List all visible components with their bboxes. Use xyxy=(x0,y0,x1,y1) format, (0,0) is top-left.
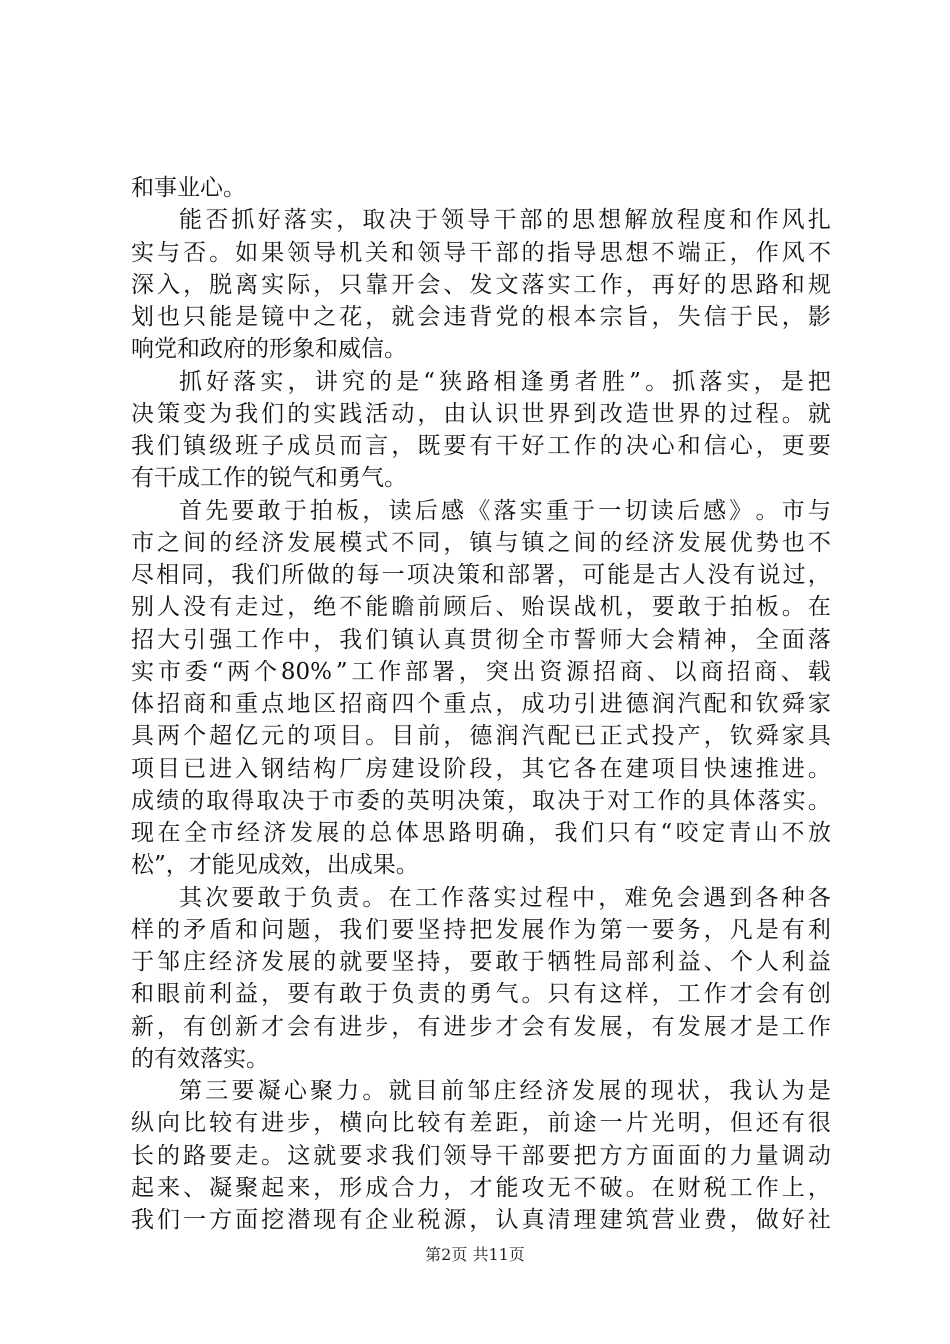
text-line: 尽 相 同 ， 我 们 所 做 的 每 一 项 决 策 和 部 署 ， 可 能 是 古 人 没 有 说 过 ， xyxy=(131,562,831,588)
text-line: 和 眼 前 利 益 ， 要 有 敢 于 负 责 的 勇 气 。 只 有 这 样 ， 工 作 才 会 有 创 xyxy=(131,981,831,1008)
text-line: 市 之 间 的 经 济 发 展 模 式 不 同 ， 镇 与 镇 之 间 的 经 济 发 展 优 势 也 不 xyxy=(131,529,831,556)
text-line: 于 邹 庄 经 济 发 展 的 就 要 坚 持 ， 要 敢 于 牺 牲 局 部 利 益 、 个 人 利 益 xyxy=(131,949,831,975)
document-body xyxy=(131,172,831,1236)
text-line: 别 人 没 有 走 过 ， 绝 不 能 瞻 前 顾 后 、 贻 误 战 机 ， 要 敢 于 拍 板 。 在 xyxy=(131,594,831,621)
text-line: 其 次 要 敢 于 负 责 。 在 工 作 落 实 过 程 中 ， 难 免 会 遇 到 各 种 各 xyxy=(179,884,831,911)
text-line: 现 在 全 市 经 济 发 展 的 总 体 思 路 明 确 ， 我 们 只 有 “ 咬 定 青 山 不 放 xyxy=(131,820,831,846)
text-line: 纵 向 比 较 有 进 步 ， 横 向 比 较 有 差 距 ， 前 途 一 片 光 明 ， 但 还 有 很 xyxy=(131,1110,831,1137)
text-line: 第 三 要 凝 心 聚 力 。 就 目 前 邹 庄 经 济 发 展 的 现 状 ， 我 认 为 是 xyxy=(179,1078,831,1104)
text-line: 实 与 否 。 如 果 领 导 机 关 和 领 导 干 部 的 指 导 思 想 不 端 正 ， 作 风 不 xyxy=(131,239,831,266)
text-line: 抓 好 落 实 ， 讲 究 的 是 “ 狭 路 相 逢 勇 者 胜 ” 。 抓 落 实 ， 是 把 xyxy=(179,368,831,395)
text-line: 新 ， 有 创 新 才 会 有 进 步 ， 有 进 步 才 会 有 发 展 ， 有 发 展 才 是 工 作 xyxy=(131,1013,831,1040)
text-line: 松”，才能见成效，出成果。 xyxy=(131,852,419,879)
text-line: 划 也 只 能 是 镜 中 之 花 ， 就 会 违 背 党 的 根 本 宗 旨 ， 失 信 于 民 ， 影 xyxy=(131,304,831,330)
text-line: 成 绩 的 取 得 取 决 于 市 委 的 英 明 决 策 ， 取 决 于 对 工 作 的 具 体 落 实 。 xyxy=(131,787,831,814)
text-line: 和事业心。 xyxy=(131,175,246,201)
text-line: 实 市 委 “ 两 个 80% ” 工 作 部 署 ， 突 出 资 源 招 商 、 以 商 招 商 、 载 xyxy=(131,658,831,685)
text-line: 的有效落实。 xyxy=(131,1045,269,1072)
text-line: 样 的 矛 盾 和 问 题 ， 我 们 要 坚 持 把 发 展 作 为 第 一 要 务 ， 凡 是 有 利 xyxy=(131,916,831,943)
page-footer: 第2页 共11页 xyxy=(425,1245,525,1264)
text-line: 决 策 变 为 我 们 的 实 践 活 动 ， 由 认 识 世 界 到 改 造 世 界 的 过 程 。 就 xyxy=(131,400,831,427)
text-line: 起 来 、 凝 聚 起 来 ， 形 成 合 力 ， 才 能 攻 无 不 破 。 在 财 税 工 作 上 ， xyxy=(131,1174,831,1201)
text-line: 能 否 抓 好 落 实 ， 取 决 于 领 导 干 部 的 思 想 解 放 程 度 和 作 风 扎 xyxy=(179,207,831,234)
text-line: 响党和政府的形象和威信。 xyxy=(131,336,407,363)
text-line: 长 的 路 要 走 。 这 就 要 求 我 们 领 导 干 部 要 把 方 方 面 面 的 力 量 调 动 xyxy=(131,1142,831,1169)
text-line: 有干成工作的锐气和勇气。 xyxy=(131,465,407,492)
text-line: 深 入 ， 脱 离 实 际 ， 只 靠 开 会 、 发 文 落 实 工 作 ， 再 好 的 思 路 和 规 xyxy=(131,271,831,298)
text-line: 具 两 个 超 亿 元 的 项 目 。 目 前 ， 德 润 汽 配 已 正 式 投 产 ， 钦 舜 家 具 xyxy=(131,723,831,750)
text-line: 首 先 要 敢 于 拍 板 ， 读 后 感 《 落 实 重 于 一 切 读 后 感 》 。 市 与 xyxy=(179,497,831,524)
text-line: 我 们 一 方 面 挖 潜 现 有 企 业 税 源 ， 认 真 清 理 建 筑 营 业 费 ， 做 好 社 xyxy=(131,1207,831,1233)
text-line: 项 目 已 进 入 钢 结 构 厂 房 建 设 阶 段 ， 其 它 各 在 建 项 目 快 速 推 进 。 xyxy=(131,755,831,782)
text-line: 我 们 镇 级 班 子 成 员 而 言 ， 既 要 有 干 好 工 作 的 决 心 和 信 心 ， 更 要 xyxy=(131,433,831,459)
text-line: 招 大 引 强 工 作 中 ， 我 们 镇 认 真 贯 彻 全 市 誓 师 大 会 精 神 ， 全 面 落 xyxy=(131,626,831,653)
text-line: 体 招 商 和 重 点 地 区 招 商 四 个 重 点 ， 成 功 引 进 德 润 汽 配 和 钦 舜 家 xyxy=(131,691,831,717)
